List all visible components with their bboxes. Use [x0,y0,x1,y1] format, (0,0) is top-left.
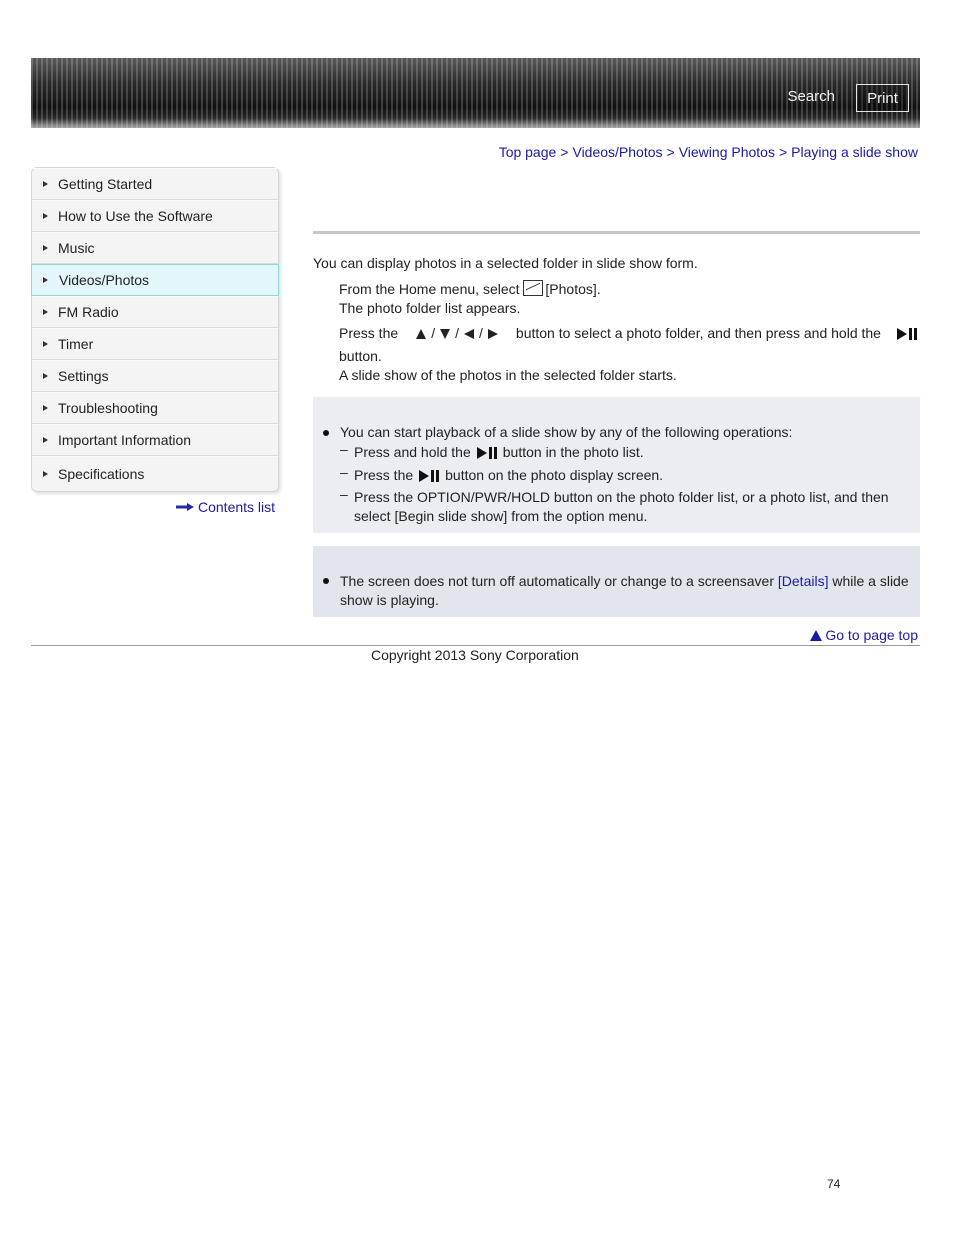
note-text-line-2: show is playing. [340,592,439,608]
slash-separator: / [455,325,459,341]
breadcrumb [499,144,918,160]
step-1-text: From the Home menu, select [339,281,520,297]
title-divider [313,231,920,234]
sidebar-item-label: Music [58,240,95,256]
photo-icon [523,280,543,296]
contents-list-link[interactable] [176,499,275,515]
hint-op-2-text-end: button on the photo display screen. [445,467,664,483]
triangle-right-icon [43,405,48,411]
sidebar-item-label: FM Radio [58,304,119,320]
play-pause-icon [477,447,497,459]
breadcrumb-separator: > [560,144,569,160]
triangle-right-icon [43,213,48,219]
dash-marker: – [340,464,348,480]
breadcrumb-viewing-photos[interactable]: Viewing Photos [678,144,775,160]
arrow-right-icon [176,503,194,511]
sidebar-nav [31,167,279,492]
triangle-right-icon [43,245,48,251]
hint-op-3-line-1: Press the OPTION/PWR/HOLD button on the photo folder list, or a photo list, and then [354,489,889,505]
sidebar-item-label: How to Use the Software [58,208,213,224]
right-button-icon [488,329,498,339]
copyright: Copyright 2013 Sony Corporation [371,647,579,663]
step-2-text-end: button. [339,348,382,364]
contents-list-label: Contents list [198,499,276,515]
step-2-result: A slide show of the photos in the selected folder starts. [339,367,677,383]
sidebar-item-label: Important Information [58,432,192,448]
triangle-right-icon [43,277,48,283]
triangle-right-icon [43,373,48,379]
intro-text: You can display photos in a selected folder in slide show form. [313,255,698,271]
header-bar [31,58,920,128]
step-2 [339,324,920,385]
bullet-icon [323,430,329,436]
sidebar-item-specifications[interactable] [32,456,278,491]
slash-separator: / [431,325,436,341]
breadcrumb-separator: > [666,144,675,160]
dash-marker: – [340,486,348,502]
page-number: 74 [827,1177,841,1191]
arrow-up-icon [810,630,822,641]
play-pause-icon [897,328,917,340]
step-2-text-mid: button to select a photo folder, and then press and hold the [515,325,881,341]
down-button-icon [440,329,450,339]
triangle-right-icon [43,437,48,443]
sidebar-item-label: Getting Started [58,176,153,192]
hint-op-3-line-2: select [Begin slide show] from the option menu. [354,508,648,524]
step-1 [339,280,601,318]
hint-op-2 [354,466,663,485]
hint-op-1 [354,443,644,462]
search-link[interactable]: Search [787,88,835,105]
breadcrumb-top-page[interactable]: Top page [498,144,557,160]
step-1-text-end: [Photos]. [545,281,601,297]
breadcrumb-separator: > [778,144,788,160]
sidebar-item-fm-radio[interactable] [32,296,278,328]
sidebar-item-label: Videos/Photos [59,272,150,288]
note-text [340,572,909,610]
details-link[interactable]: [Details] [777,573,829,589]
print-button[interactable]: Print [856,84,909,112]
sidebar-item-settings[interactable] [32,360,278,392]
triangle-right-icon [43,181,48,187]
step-2-text: Press the [339,325,399,341]
triangle-right-icon [43,471,48,477]
sidebar-item-troubleshooting[interactable] [32,392,278,424]
sidebar-item-videos-photos[interactable] [31,264,279,296]
hint-op-1-text: Press and hold the [354,444,471,460]
sidebar-item-music[interactable] [32,232,278,264]
sidebar-item-how-to-use-software[interactable] [32,200,278,232]
note-text-start: The screen does not turn off automatically or change to a screensaver [340,573,774,589]
up-button-icon [416,329,426,339]
left-button-icon [464,329,474,339]
sidebar-item-getting-started[interactable] [32,168,278,200]
sidebar-item-label: Troubleshooting [58,400,158,416]
play-pause-icon [419,470,439,482]
sidebar-item-label: Specifications [58,466,145,482]
note-box [313,546,920,617]
triangle-right-icon [43,309,48,315]
hint-box [313,397,920,533]
sidebar-item-important-information[interactable] [32,424,278,456]
sidebar-item-label: Settings [58,368,109,384]
step-2-instruction [339,324,920,343]
go-to-page-top-label: Go to page top [825,627,918,643]
go-to-page-top-link[interactable] [810,627,918,643]
hint-op-2-text: Press the [354,467,414,483]
breadcrumb-current-page[interactable]: Playing a slide show [791,144,918,160]
bullet-icon [323,578,329,584]
step-1-instruction [339,280,601,299]
hint-bullet: You can start playback of a slide show by any of the following operations: [340,424,793,440]
dash-marker: – [340,441,348,457]
sidebar-item-timer[interactable] [32,328,278,360]
breadcrumb-videos-photos[interactable]: Videos/Photos [572,144,663,160]
note-text-end: while a slide [832,573,909,589]
slash-separator: / [478,325,483,341]
footer-divider [31,645,920,646]
hint-op-1-text-end: button in the photo list. [502,444,644,460]
triangle-right-icon [43,341,48,347]
step-1-result: The photo folder list appears. [339,300,521,316]
hint-op-3 [354,488,889,526]
sidebar-item-label: Timer [58,336,94,352]
